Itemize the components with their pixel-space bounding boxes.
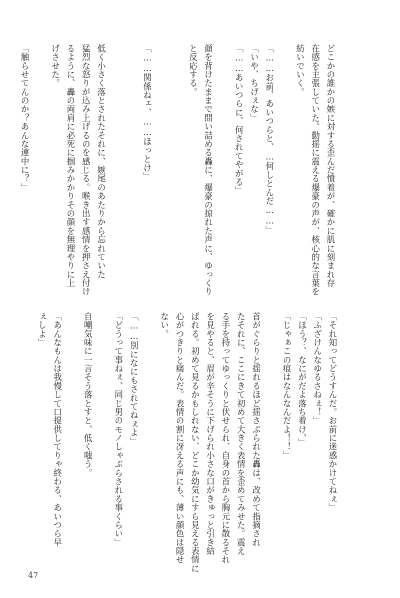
text-line: 「……別になにもされてねぇよ」	[129, 312, 140, 446]
text-line: 「ふざけんなゆるさねぇ！」	[312, 312, 323, 425]
text-line: 低く小さく落とされたそれに、嫉尾のあたりから忘れていた	[96, 44, 107, 279]
text-line: 「それ知ってどうすんだ。お前に迷惑かけてねぇ」	[328, 312, 338, 512]
text-line: 猛烈な怒りが込み上げるのを感じる。喉き出す感情を押さえ付け	[81, 44, 92, 297]
text-line: げさせた。	[50, 44, 61, 88]
page-number: 47	[28, 571, 39, 580]
text-line	[216, 44, 231, 294]
text-line	[109, 44, 124, 294]
text-line: 「いや、ちげぇな」	[249, 44, 260, 123]
text-line	[95, 312, 110, 570]
text-line: 「……あいつらに、何されてやがる」	[234, 44, 245, 195]
text-line	[141, 312, 156, 570]
text-line: 紡いでいく。	[295, 44, 306, 97]
text-line: る手を持ってゆっくりと伏せられ、自身の首から胸元に散るそれ	[220, 312, 231, 565]
text-line	[264, 312, 279, 570]
text-line: 自嘲気味に一言そう落とすと、低く嗤う。	[83, 312, 94, 478]
text-line: どこかの誰かの嫉に対する歪んだ憤着が、確かに肌に刻まれ存	[326, 44, 336, 288]
text-line: るように、轟の両肩に必死に掴みかかりその顔を無理やりに上	[65, 44, 76, 288]
text-line	[124, 44, 139, 294]
text-line: と反応する。	[188, 44, 199, 97]
text-line: 「じゃぁこの痕はなんなんだよ！！」	[282, 312, 293, 460]
text-line: 「……関係ねェ、……ほっとけ」	[142, 44, 153, 181]
text-block-bottom	[34, 312, 340, 573]
text-block-top	[17, 44, 338, 297]
text-line: 「あんなもんは我慢して口提供してりゃ終わる、あいつら早	[52, 312, 63, 547]
text-line	[65, 312, 80, 570]
text-line	[170, 44, 185, 294]
text-line: 「……お前、あいつらと、…何しとんだ……」	[264, 44, 275, 235]
text-line: 顔を背けたままで問い詰める轟に、爆豪の掠れた声に、ゆっくり	[203, 44, 214, 297]
text-line	[277, 44, 292, 294]
text-line: たそれに、ここにきて初めて大きく表情を歪めてみせた。震え	[236, 312, 247, 556]
text-line: 「どうって事ねぇ、同じ男のモノしゃぶらされる事くらい」	[113, 312, 124, 547]
text-line: ばれる。初めて見るかもしれない、どこか幼気にすら見える表情に	[190, 312, 201, 573]
text-line: 心がつきりと痛んだ。表情の割に冴える声にも、薄い顔色は隠せ	[175, 312, 186, 565]
text-line: 首がぐらりと揺れるほど揺さぶられた轟は、改めて指摘され	[251, 312, 262, 547]
text-line: 「触らせてんのか？あんな連中に？」	[20, 44, 31, 192]
text-line	[32, 44, 47, 294]
text-line: 在感を主張していた。動揺に震える爆豪の声が、核心的な言葉を	[310, 44, 321, 297]
text-line: 「ほう？、なにがだよ落ち着け、」	[297, 312, 308, 447]
text-line: を見やると、眉が辛そうに下げられ小さな口がきゅっと引き結	[205, 312, 216, 556]
text-line: ない。	[159, 312, 170, 339]
text-line	[154, 44, 169, 294]
text-line: ぇしよ」	[37, 312, 48, 347]
